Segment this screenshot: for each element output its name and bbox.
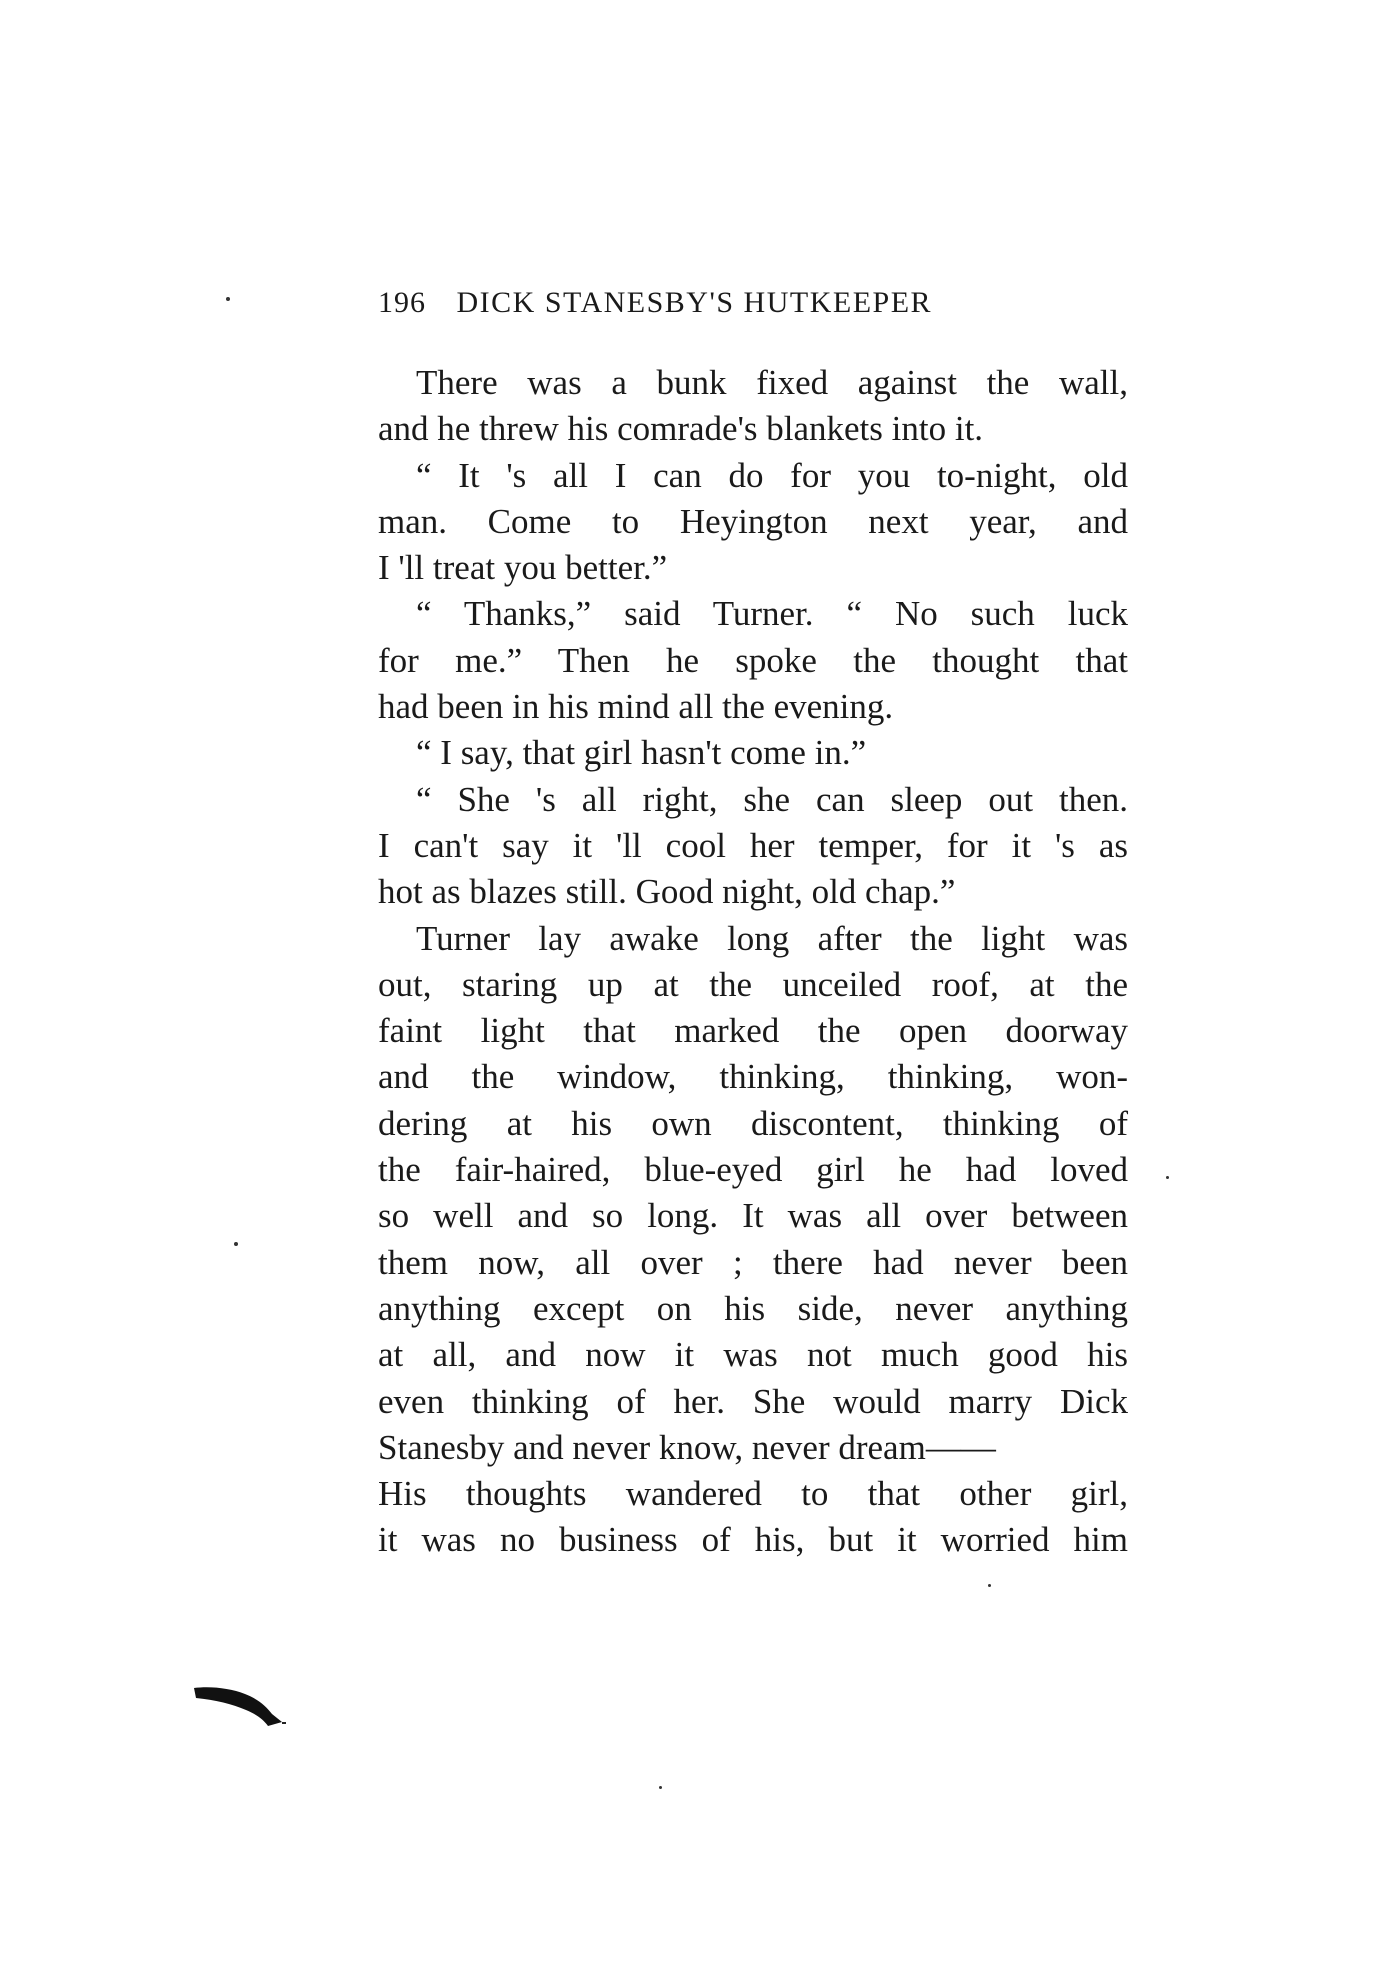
page-header [378, 286, 1138, 336]
text-line: even thinking of her. She would marry Dick [378, 1381, 1128, 1421]
scan-blotch [190, 1680, 290, 1730]
text-line: for me.” Then he spoke the thought that [378, 640, 1128, 680]
text-line: out, staring up at the unceiled roof, at the [378, 964, 1128, 1004]
text-line: the fair-haired, blue-eyed girl he had loved [378, 1150, 1128, 1190]
page-number: 196 [378, 286, 426, 319]
text-line: and he threw his comrade's blankets into it. [378, 409, 984, 449]
text-line: “ She 's all right, she can sleep out then. [416, 779, 1128, 819]
running-title: DICK STANESBY'S HUTKEEPER [456, 286, 933, 319]
text-line: it was no business of his, but it worried him [378, 1520, 1128, 1560]
text-line: anything except on his side, never anything [378, 1288, 1128, 1328]
text-line: I can't say it 'll cool her temper, for it 's as [378, 825, 1128, 865]
scan-speck [234, 1242, 238, 1246]
text-line: There was a bunk fixed against the wall, [416, 363, 1128, 402]
text-line: I 'll treat you better.” [378, 548, 668, 588]
text-line: and the window, thinking, thinking, won- [378, 1057, 1128, 1097]
text-line: man. Come to Heyington next year, and [378, 501, 1128, 541]
text-line: hot as blazes still. Good night, old chap.” [378, 872, 956, 912]
scan-speck [659, 1786, 662, 1789]
scan-speck [988, 1584, 991, 1587]
text-line: “ I say, that girl hasn't come in.” [416, 733, 867, 773]
text-line: “ It 's all I can do for you to-night, old [416, 455, 1128, 495]
text-line: at all, and now it was not much good his [378, 1335, 1128, 1375]
scan-speck [226, 297, 230, 301]
text-line: “ Thanks,” said Turner. “ No such luck [416, 594, 1128, 634]
text-line: Stanesby and never know, never dream—— [378, 1427, 996, 1467]
text-line: His thoughts wandered to that other girl, [378, 1474, 1128, 1514]
text-line: had been in his mind all the evening. [378, 687, 894, 727]
scan-speck [1166, 1176, 1169, 1179]
text-line: faint light that marked the open doorway [378, 1011, 1128, 1051]
text-line: them now, all over ; there had never been [378, 1242, 1128, 1282]
body-text [378, 360, 1128, 1564]
text-line: so well and so long. It was all over between [378, 1196, 1128, 1236]
text-line: Turner lay awake long after the light was [416, 918, 1128, 958]
text-line: dering at his own discontent, thinking of [378, 1103, 1128, 1143]
